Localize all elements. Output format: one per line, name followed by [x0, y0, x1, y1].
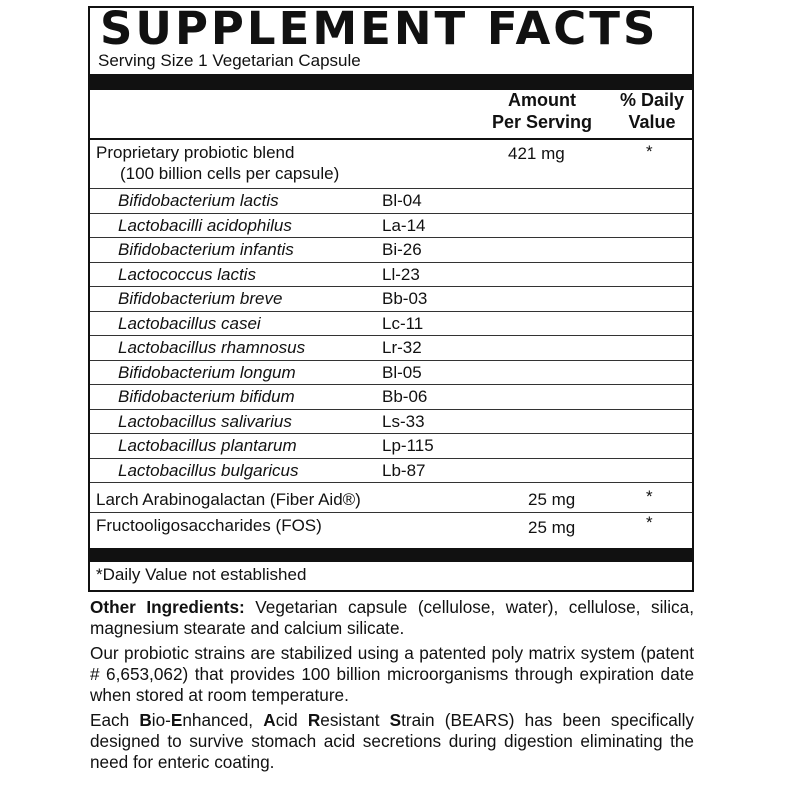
row-rule: [90, 286, 692, 287]
amount-header-line2: Per Serving: [491, 112, 593, 132]
strain-name: Lactobacilli acidophilus: [118, 215, 292, 235]
bears-initial: E: [170, 710, 183, 730]
strain-name: Lactobacillus casei: [118, 313, 261, 333]
other-ingredients-text: Vegetarian capsule (cellulose, water), cellulose, silica, magnesium stearate and calcium silicate.: [90, 597, 694, 638]
row-rule: [90, 188, 692, 189]
blend-name: Proprietary probiotic blend: [96, 143, 295, 162]
daily-value-header-line1: % Daily: [619, 90, 685, 110]
strain-name: Bifidobacterium longum: [118, 362, 296, 382]
row-rule: [90, 360, 692, 361]
daily-value-header-line2: Value: [628, 112, 676, 132]
bears-text: cid: [275, 710, 308, 730]
strain-name: Lactobacillus rhamnosus: [118, 338, 306, 357]
bears-initial: S: [389, 710, 402, 730]
row-rule: [90, 237, 692, 238]
strain-name: Bifidobacterium bifidum: [118, 387, 295, 406]
fos-amount: 25 mg: [528, 518, 576, 537]
strain-name: Bifidobacterium lactis: [118, 191, 279, 210]
bears-text: nhanced,: [182, 710, 264, 730]
strain-code: Lc-11: [382, 313, 424, 333]
amount-header: [474, 89, 610, 133]
strain-code: Lr-32: [382, 338, 422, 357]
row-rule: [90, 512, 692, 513]
bears-initial: A: [263, 710, 276, 730]
strain-code: Lb-87: [382, 460, 426, 480]
strain-code: Bl-05: [382, 362, 422, 382]
row-rule: [90, 433, 692, 434]
row-rule: [90, 311, 692, 312]
strain-code: Bl-04: [382, 191, 422, 210]
fos-daily-value: *: [646, 513, 653, 532]
bears-text: train (BEARS) has been specifically designed to survive stomach acid secretions during digestion eliminating the need for enteric coating.: [90, 710, 695, 772]
blend-amount: 421 mg: [508, 144, 565, 163]
top-bar: [90, 74, 692, 90]
strain-code: La-14: [382, 215, 426, 235]
row-rule: [90, 482, 692, 483]
daily-value-header: [610, 89, 694, 133]
bears-text: esistant: [320, 710, 390, 730]
panel-title: SUPPLEMENT FACTS: [100, 2, 659, 55]
row-rule: [90, 409, 692, 410]
strain-name: Lactobacillus plantarum: [118, 436, 297, 455]
strain-name: Lactobacillus bulgaricus: [118, 460, 299, 480]
larch-amount: 25 mg: [528, 490, 576, 509]
row-rule: [90, 213, 692, 214]
larch-daily-value: *: [646, 487, 653, 506]
bears-statement: [90, 710, 694, 773]
supplement-facts-panel: [88, 2, 694, 592]
other-ingredients: [90, 597, 694, 639]
larch-name: Larch Arabinogalactan (Fiber Aid®): [96, 490, 361, 509]
row-rule: [90, 384, 692, 385]
bears-initial: R: [307, 710, 321, 730]
strain-name: Bifidobacterium breve: [118, 289, 283, 308]
row-rule: [90, 458, 692, 459]
bears-initial: B: [139, 710, 152, 730]
footnote: *Daily Value not established: [96, 565, 307, 584]
strain-name: Lactobacillus salivarius: [118, 411, 292, 431]
blend-daily-value: *: [646, 142, 653, 161]
bottom-bar: [90, 548, 692, 562]
strain-code: Ll-23: [382, 264, 420, 284]
fos-name: Fructooligosaccharides (FOS): [96, 516, 322, 535]
header-rule: [90, 138, 692, 140]
strain-code: Lp-115: [382, 436, 434, 455]
stabilization-statement: Our probiotic strains are stabilized using a patented poly matrix system (patent # 6,653,062) that provides 100 billion microorganisms through expiration date when stored at room temperature.: [90, 643, 694, 705]
strain-code: Bi-26: [382, 240, 422, 259]
strain-code: Bb-06: [382, 387, 428, 406]
bears-text: Each: [90, 710, 140, 730]
serving-size: Serving Size 1 Vegetarian Capsule: [98, 51, 361, 70]
strain-code: Ls-33: [382, 411, 425, 431]
strain-code: Bb-03: [382, 289, 428, 308]
amount-header-line1: Amount: [508, 90, 576, 110]
blend-detail: (100 billion cells per capsule): [120, 164, 340, 183]
bears-text: io-: [151, 710, 171, 730]
row-rule: [90, 262, 692, 263]
strain-name: Lactococcus lactis: [118, 264, 256, 284]
strain-name: Bifidobacterium infantis: [118, 240, 294, 259]
row-rule: [90, 335, 692, 336]
other-ingredients-label: Other Ingredients:: [90, 597, 245, 617]
